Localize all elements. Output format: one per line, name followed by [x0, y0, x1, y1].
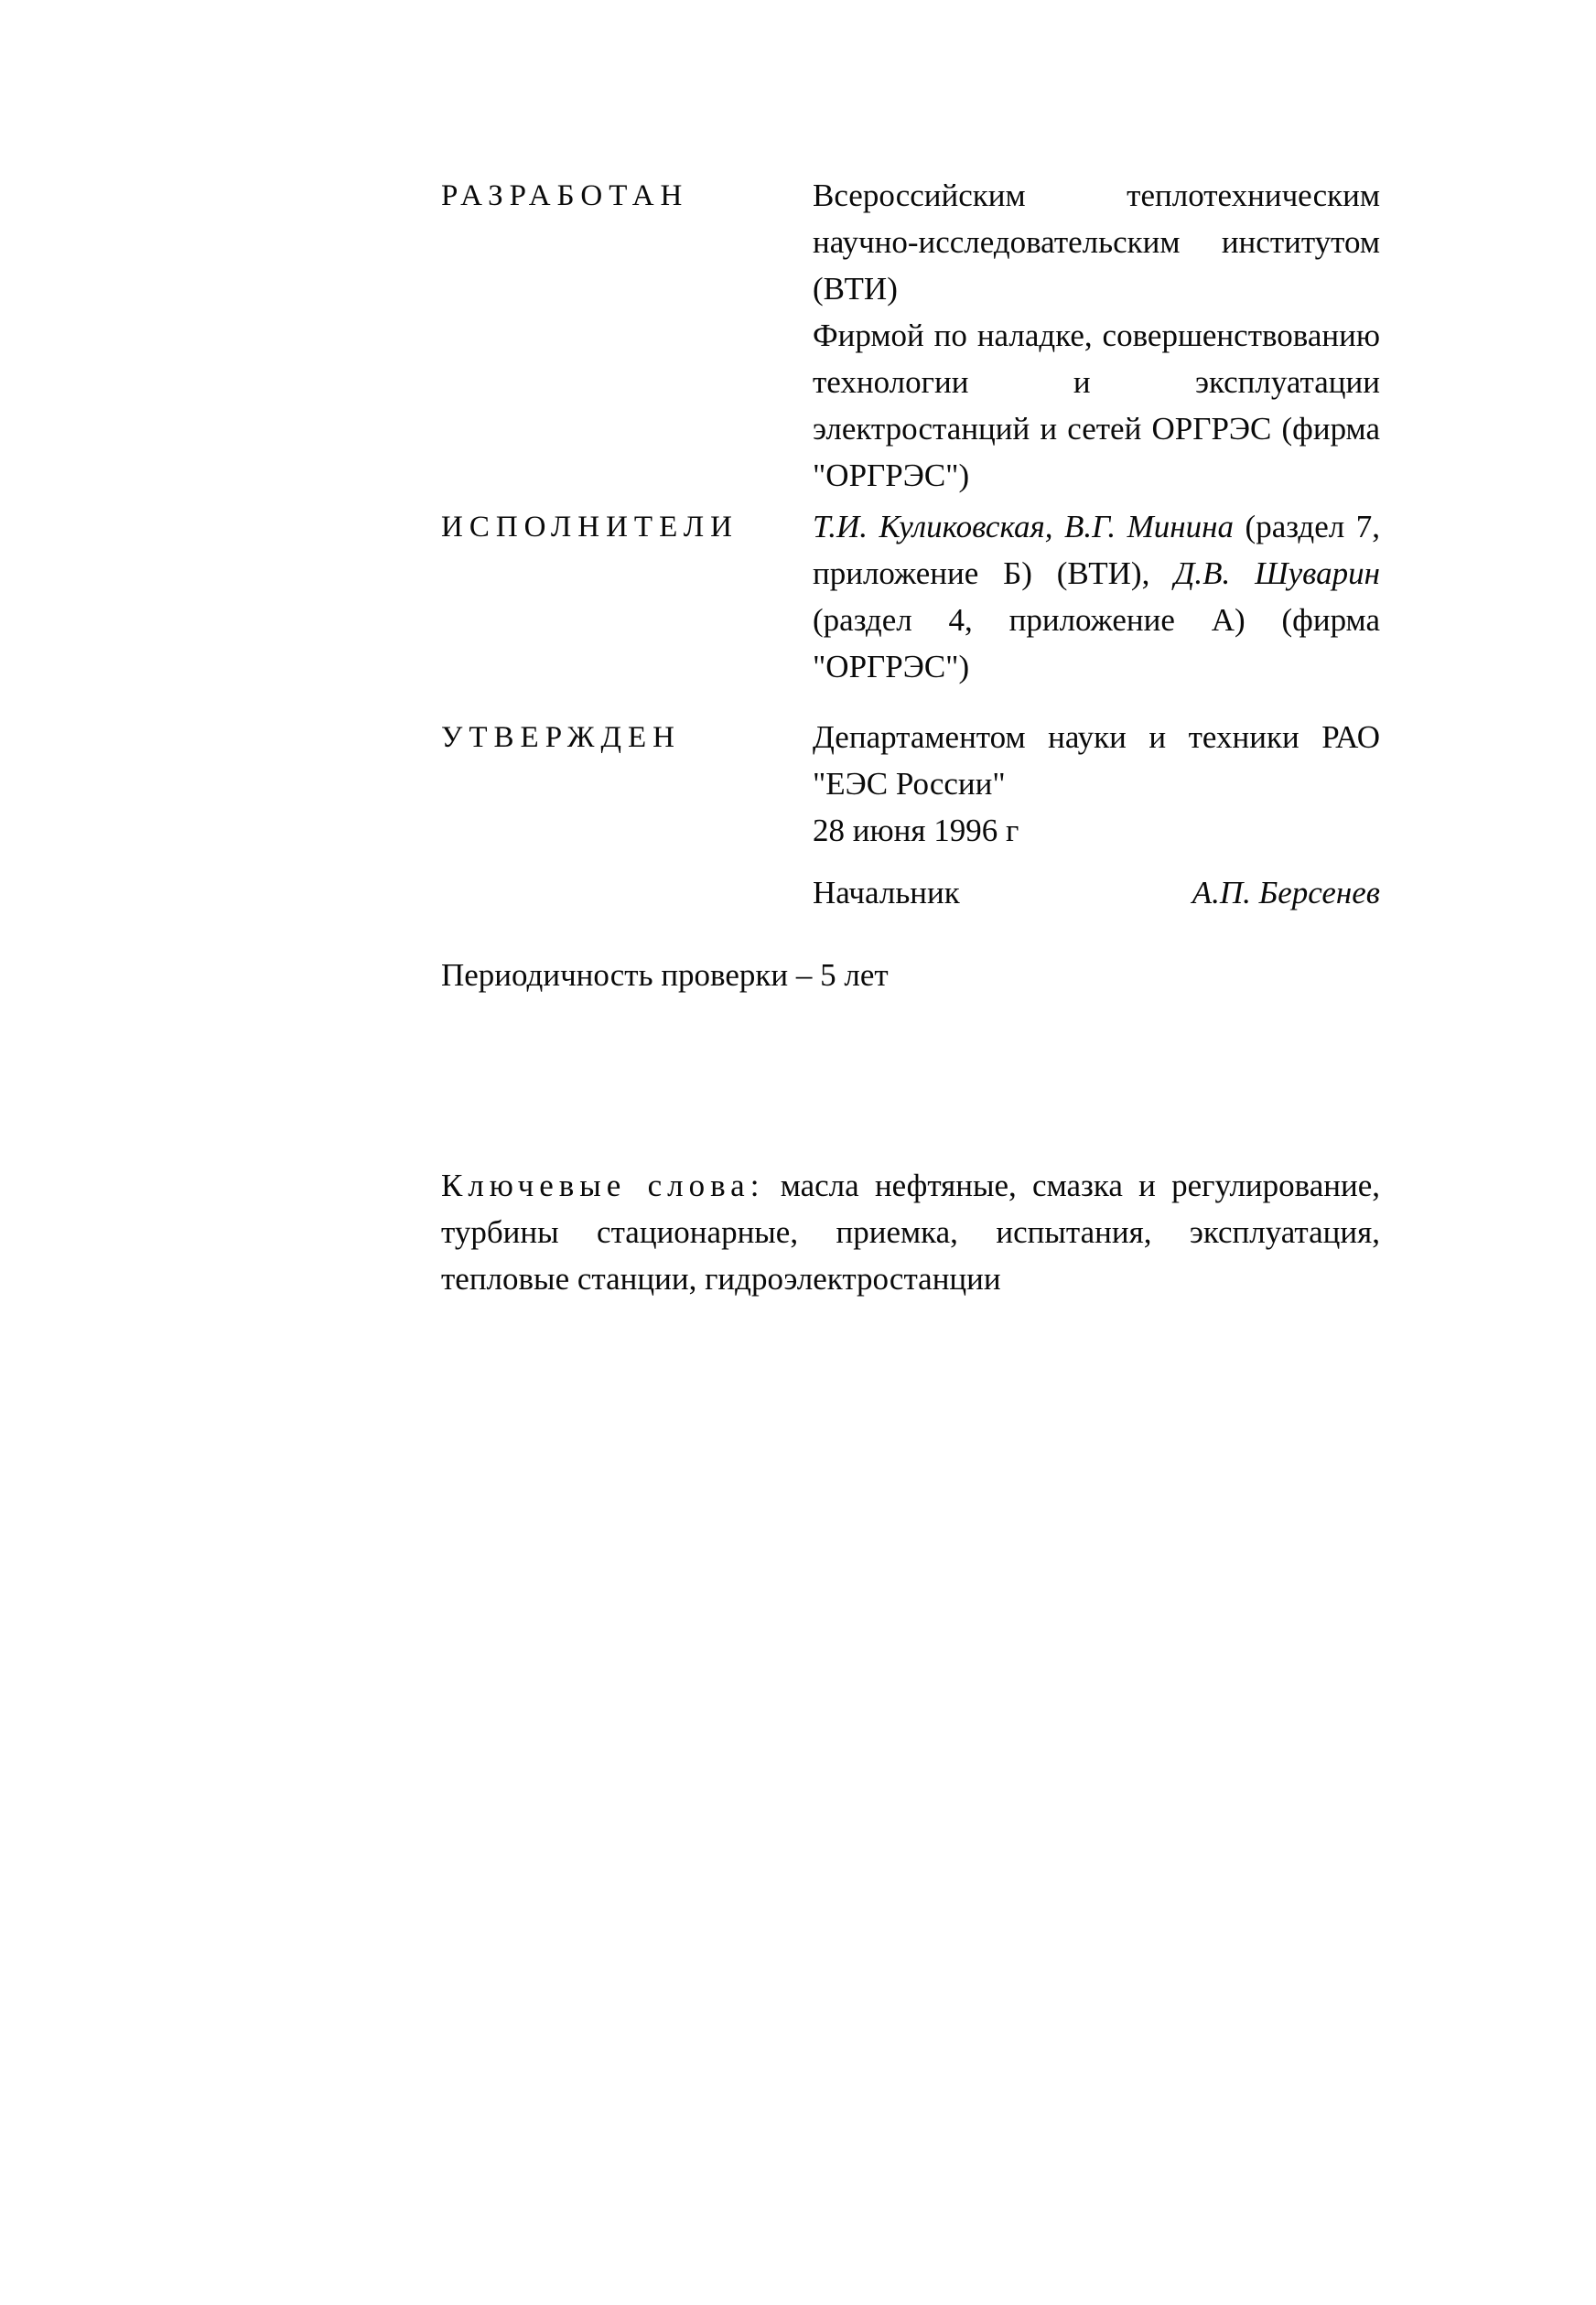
developed-org-vti: Всероссийским теплотехническим научно-исследовательским институтом (ВТИ)	[813, 178, 1380, 307]
approved-org: Департаментом науки и техники РАО "ЕЭС России"	[813, 719, 1380, 802]
keywords-label: Ключевые слова:	[441, 1168, 765, 1203]
developed-label: РАЗРАБОТАН	[441, 179, 689, 212]
approved-label: УТВЕРЖДЕН	[441, 721, 681, 754]
executors-paragraph	[813, 503, 1380, 690]
approved-date: 28 июня 1996 г	[813, 813, 1019, 848]
executors-names-vti: Т.И. Куликовская, В.Г. Минина	[813, 509, 1235, 544]
executors-name-orgres: Д.В. Шуварин	[1174, 555, 1380, 591]
executors-label: ИСПОЛНИТЕЛИ	[441, 511, 739, 544]
periodicity-note: Периодичность проверки – 5 лет	[441, 957, 889, 993]
keywords-paragraph	[441, 1162, 1380, 1302]
chief-name: А.П. Берсенев	[1192, 875, 1380, 910]
executors-scope-vti: (раздел 7, приложение Б) (ВТИ),	[813, 509, 1380, 591]
developed-org-orgres: Фирмой по наладке, совершенствованию технологии и эксплуатации электростанций и сетей ОРГРЭС (фирма "ОРГРЭС")	[813, 318, 1380, 493]
keywords-text: масла нефтяные, смазка и регулирование, турбины стационарные, приемка, испытания, эксплуатация, тепловые станции, гидроэлектростанции	[441, 1168, 1381, 1297]
chief-title: Начальник	[813, 875, 960, 910]
executors-scope-orgres: (раздел 4, приложение А) (фирма "ОРГРЭС")	[813, 602, 1380, 684]
executors-text	[813, 503, 1380, 690]
approved-text	[813, 714, 1380, 854]
developed-text	[813, 172, 1380, 499]
